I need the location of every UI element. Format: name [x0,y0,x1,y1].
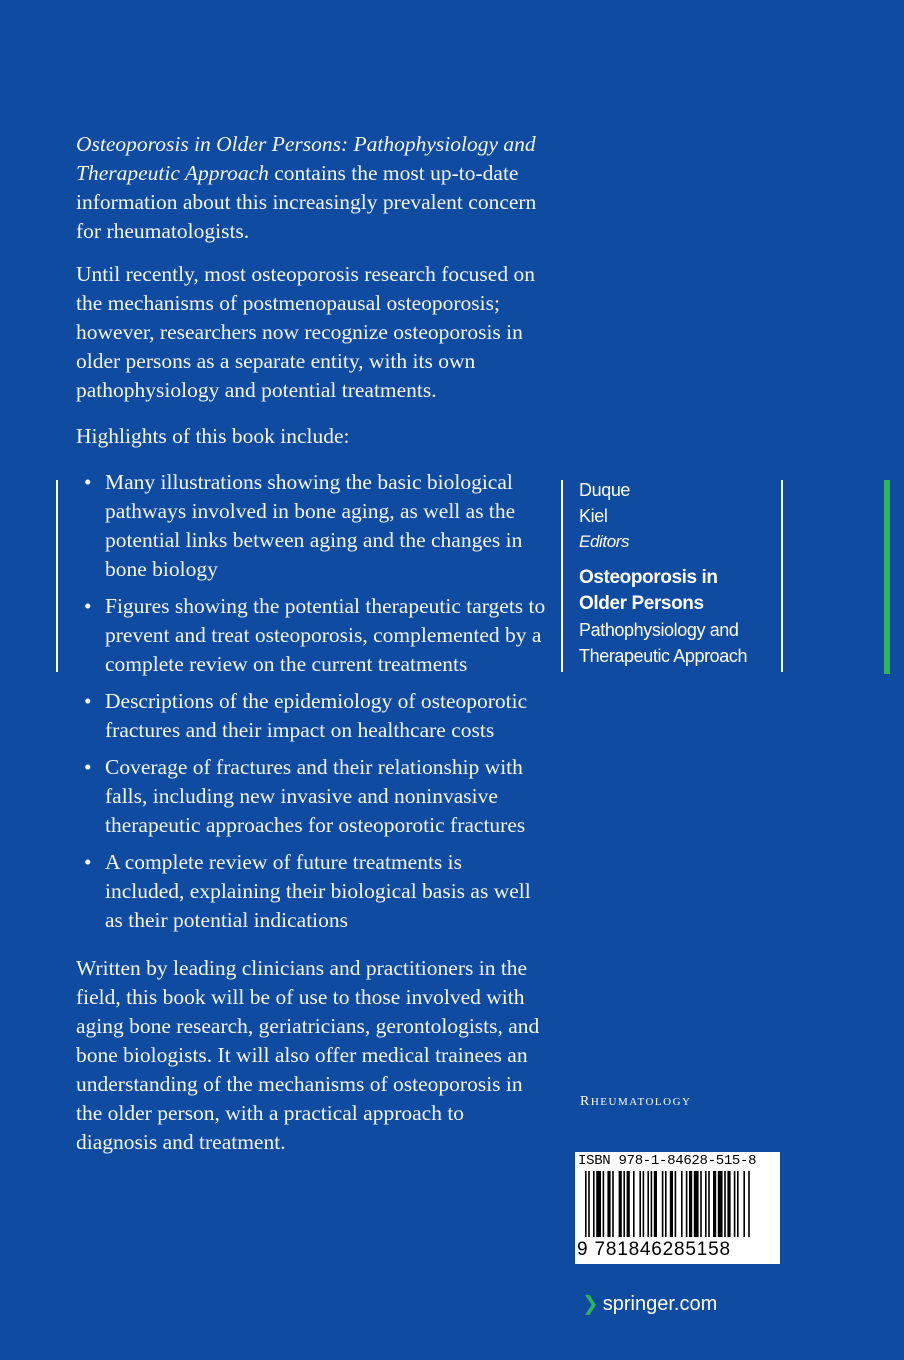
highlight-text: Figures showing the potential therapeutic targets to prevent and treat osteoporosis, complemented by a complete review on the current treatments [105,594,546,676]
barcode-bar [596,1171,601,1237]
barcode-bar [734,1171,736,1237]
barcode-bar [588,1171,590,1237]
highlight-item [84,468,546,584]
barcode-bar [694,1171,699,1237]
barcode-bar [727,1171,730,1237]
intro-text: contains the most up-to-date information about this increasingly prevalent concern for rheumatologists. [76,161,537,243]
barcode-bar [627,1171,630,1237]
barcode-bar [603,1171,605,1237]
panel-divider-right [781,480,783,672]
bullet-icon: • [84,755,92,779]
barcode-bar [607,1171,610,1237]
bullet-icon: • [84,850,92,874]
barcode-bar [708,1171,710,1237]
editor-name-1: Duque [579,480,631,500]
highlight-item [84,687,546,745]
book-title-line-2: Older Persons [579,593,704,614]
barcode-bar [713,1171,716,1237]
book-description [76,130,546,1174]
publisher-link[interactable] [582,1291,717,1316]
barcode-bar [700,1171,702,1237]
highlights-heading: Highlights of this book include: [76,424,350,448]
barcode-bar [670,1171,673,1237]
context-paragraph: Until recently, most osteoporosis research focused on the mechanisms of postmenopausal osteoporosis; however, researchers now recognize osteoporosis in older persons as a separate entity, with its own pathophysiology and potential treatments. [76,262,535,402]
highlight-item [84,753,546,840]
barcode-bar [705,1171,707,1237]
barcode-bar [585,1171,587,1237]
editors-label: Editors [579,532,630,551]
barcode-bar [718,1171,723,1237]
barcode-bar [681,1171,683,1237]
barcode-bar [662,1171,664,1237]
barcode-bar [633,1171,635,1237]
barcode-bar [612,1171,614,1237]
highlight-text: Many illustrations showing the basic biological pathways involved in bone aging, as well as the potential links between aging and the changes in bone biology [105,470,523,581]
bullet-icon: • [84,470,92,494]
highlight-text: Coverage of fractures and their relationship with falls, including new invasive and noninvasive therapeutic approaches for osteoporotic fractures [105,755,526,837]
isbn-barcode [575,1152,780,1264]
series-initial: R [580,1094,591,1109]
left-divider [56,480,58,672]
title-panel [579,477,779,669]
panel-divider-left [561,480,563,672]
barcode-bar [686,1171,688,1237]
series-label [580,1094,691,1110]
editor-name-2: Kiel [579,506,608,526]
book-subtitle-line-2: Therapeutic Approach [579,646,748,666]
spine-accent-bar [884,480,890,674]
highlight-item [84,848,546,935]
intro-paragraph [76,130,546,246]
ean-number [577,1239,731,1261]
closing-paragraph: Written by leading clinicians and practitioners in the field, this book will be of use to those involved with aging bone research, geriatricians, gerontologists, and bone biologists. It will also offer medical trainees an understanding of the mechanisms of osteoporosis in the older person, with a practical approach to diagnosis and treatment. [76,956,540,1154]
book-subtitle-line-1: Pathophysiology and [579,620,739,640]
barcode-bar [643,1171,645,1237]
barcode-bar [623,1171,625,1237]
ean-group-1: 781846 [594,1239,663,1260]
highlight-item [84,592,546,679]
intro-book-title: Osteoporosis in Older Persons: Pathophysiology and Therapeutic Approach [76,132,536,185]
barcode-bar [619,1171,622,1237]
series-rest: HEUMATOLOGY [590,1096,692,1108]
barcode-bar [654,1171,657,1237]
barcode-bar [675,1171,677,1237]
highlight-text: Descriptions of the epidemiology of osteoporotic fractures and their impact on healthcare costs [105,689,528,742]
publisher-url: springer.com [602,1293,718,1315]
chevron-right-icon: ❯ [582,1293,599,1315]
bullet-icon: • [84,689,92,713]
barcode-bar [748,1171,750,1237]
highlights-list [76,468,546,935]
barcode-bars [583,1171,773,1243]
barcode-bar [724,1171,726,1237]
barcode-bar [593,1171,595,1237]
ean-group-2: 285158 [662,1239,731,1260]
highlight-text: A complete review of future treatments is included, explaining their biological basis as well as their potential indications [105,850,531,932]
barcode-bar [651,1171,653,1237]
book-title-line-1: Osteoporosis in [579,567,718,588]
barcode-bar [689,1171,692,1237]
barcode-bar [639,1171,641,1237]
barcode-bar [743,1171,745,1237]
bullet-icon: • [84,594,92,618]
barcode-bar [665,1171,667,1237]
isbn-label: ISBN 978-1-84628-515-8 [578,1153,757,1169]
ean-first-digit: 9 [577,1239,589,1260]
barcode-bar [647,1171,649,1237]
barcode-bar [737,1171,739,1237]
